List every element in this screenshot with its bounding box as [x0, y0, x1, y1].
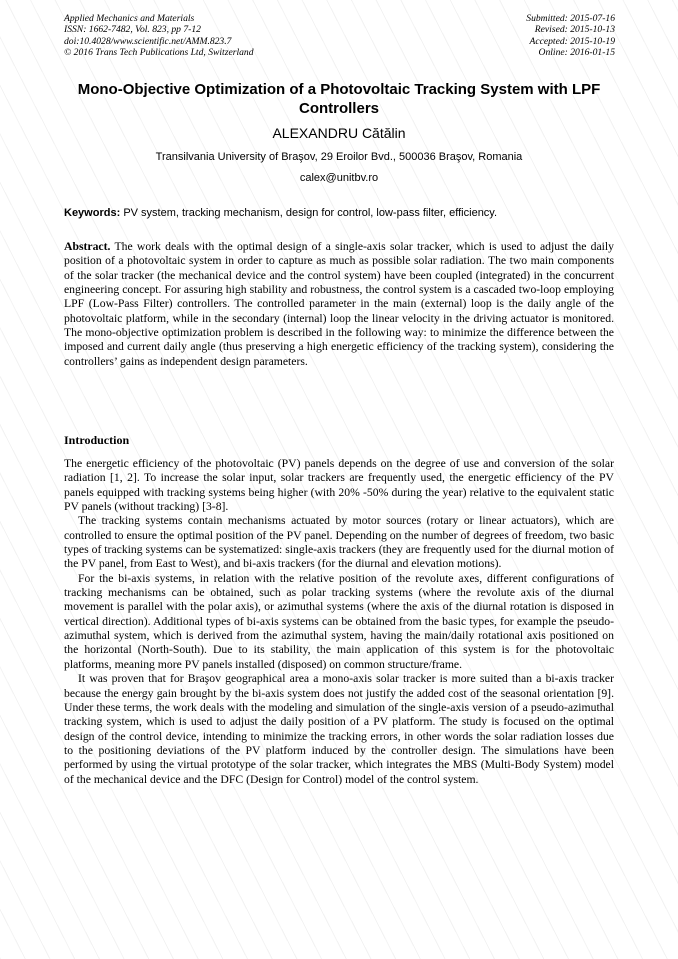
abstract-text: The work deals with the optimal design of a single-axis solar tracker, which is used to adjust the daily position of a photovoltaic system in order to capture as much as possible solar radiation. The two main components of the solar tracker (the mechanical device and the control system) have been coupled (integrated) in the concurrent engineering concept. For assuring high stability and robustness, the control system is a cascaded two-loop employing LPF (Low-Pass Filter) controllers. The controlled parameter in the main (external) loop is the daily angle of the photovoltaic platform, while in the secondary (internal) loop the linear velocity in the driving actuator is monitored. The mono-objective optimization problem is described in the following way: to minimize the difference between the imposed and current daily angle (thus preserving a high energetic efficiency of the tracking system), considering the controllers’ gains as independent design parameters.: [64, 240, 614, 368]
date-submitted: Submitted: 2015-07-16: [526, 13, 615, 24]
keywords-text: PV system, tracking mechanism, design for control, low-pass filter, efficiency.: [123, 207, 498, 219]
author-email: calex@unitbv.ro: [299, 172, 379, 184]
keywords-label: Keywords:: [64, 207, 121, 219]
abstract-label: Abstract.: [64, 240, 111, 253]
journal-info: [64, 13, 254, 59]
journal-name: Applied Mechanics and Materials: [64, 13, 195, 24]
section-heading-introduction: Introduction: [64, 433, 130, 447]
intro-paragraph: For the bi-axis systems, in relation with the relative position of the revolute axes, different configurations of tracking mechanisms can be obtained, such as polar tracking systems (where the revolute axis of the diurnal movement is parallel with the polar axis), or azimuthal systems (where the axis of the diurnal rotation is disposed in vertical direction). Additional types of bi-axis systems can be obtained from the basic types, for example the pseudo-azimuthal system, which is derived from the azimuthal system, having the main/daily rotational axis positioned on the horizontal (North-South). Due to its stability, the main application of this system is for the photovoltaic platforms, meaning more PV panels installed (disposed) on common structure/frame.: [64, 571, 614, 671]
author-affiliation: Transilvania University of Braşov, 29 Eroilor Bvd., 500036 Braşov, Romania: [155, 151, 523, 163]
date-revised: Revised: 2015-10-13: [534, 24, 615, 36]
date-online: Online: 2016-01-15: [538, 47, 615, 59]
introduction-body: [64, 457, 614, 787]
journal-copyright: © 2016 Trans Tech Publications Ltd, Switzerland: [64, 47, 254, 59]
date-accepted: Accepted: 2015-10-19: [529, 35, 615, 47]
journal-doi: doi:10.4028/www.scientific.net/AMM.823.7: [64, 35, 232, 47]
keywords-line: [64, 207, 614, 220]
paper-title: Mono-Objective Optimization of a Photovoltaic Tracking System with LPF Controllers: [77, 81, 601, 117]
intro-paragraph: The energetic efficiency of the photovoltaic (PV) panels depends on the degree of use and conversion of the solar radiation [1, 2]. To increase the solar input, solar trackers are frequently used, the energetic efficiency of the PV panels equipped with tracking systems being higher (with 20% -50% during the year) relative to the equivalent static PV panels (without tracking) [3-8].: [64, 457, 614, 514]
paper-author: ALEXANDRU Cătălin: [272, 125, 406, 141]
intro-paragraph: It was proven that for Braşov geographical area a mono-axis solar tracker is more suited than a bi-axis tracker because the energy gain brought by the bi-axis system does not justify the added cost of the seasonal orientation [9]. Under these terms, the work deals with the modeling and simulation of the single-axis version of a pseudo-azimuthal tracking system, which is used to adjust the daily position of a PV platform. The study is focused on the optimal design of the control device, intending to minimize the tracking errors, in other words the solar radiation losses due to the positioning deviations of the PV platform induced by the controller design. The simulations have been performed by using the virtual prototype of the solar tracker, which integrates the MBS (Multi-Body System) model of the mechanical device and the DFC (Design for Control) model of the control system.: [64, 672, 614, 786]
intro-paragraph: The tracking systems contain mechanisms actuated by motor sources (rotary or linear actuators), which are controlled to ensure the optimal position of the PV panel. Depending on the number of degrees of freedom, two basic types of tracking systems can be systematized: single-axis trackers (they are frequently used for the diurnal motion of the PV panel, from East to West), and bi-axis trackers (for the diurnal and elevation motions).: [64, 514, 614, 571]
abstract: [64, 240, 614, 369]
journal-issn: ISSN: 1662-7482, Vol. 823, pp 7-12: [64, 24, 201, 36]
submission-dates: [526, 13, 615, 59]
